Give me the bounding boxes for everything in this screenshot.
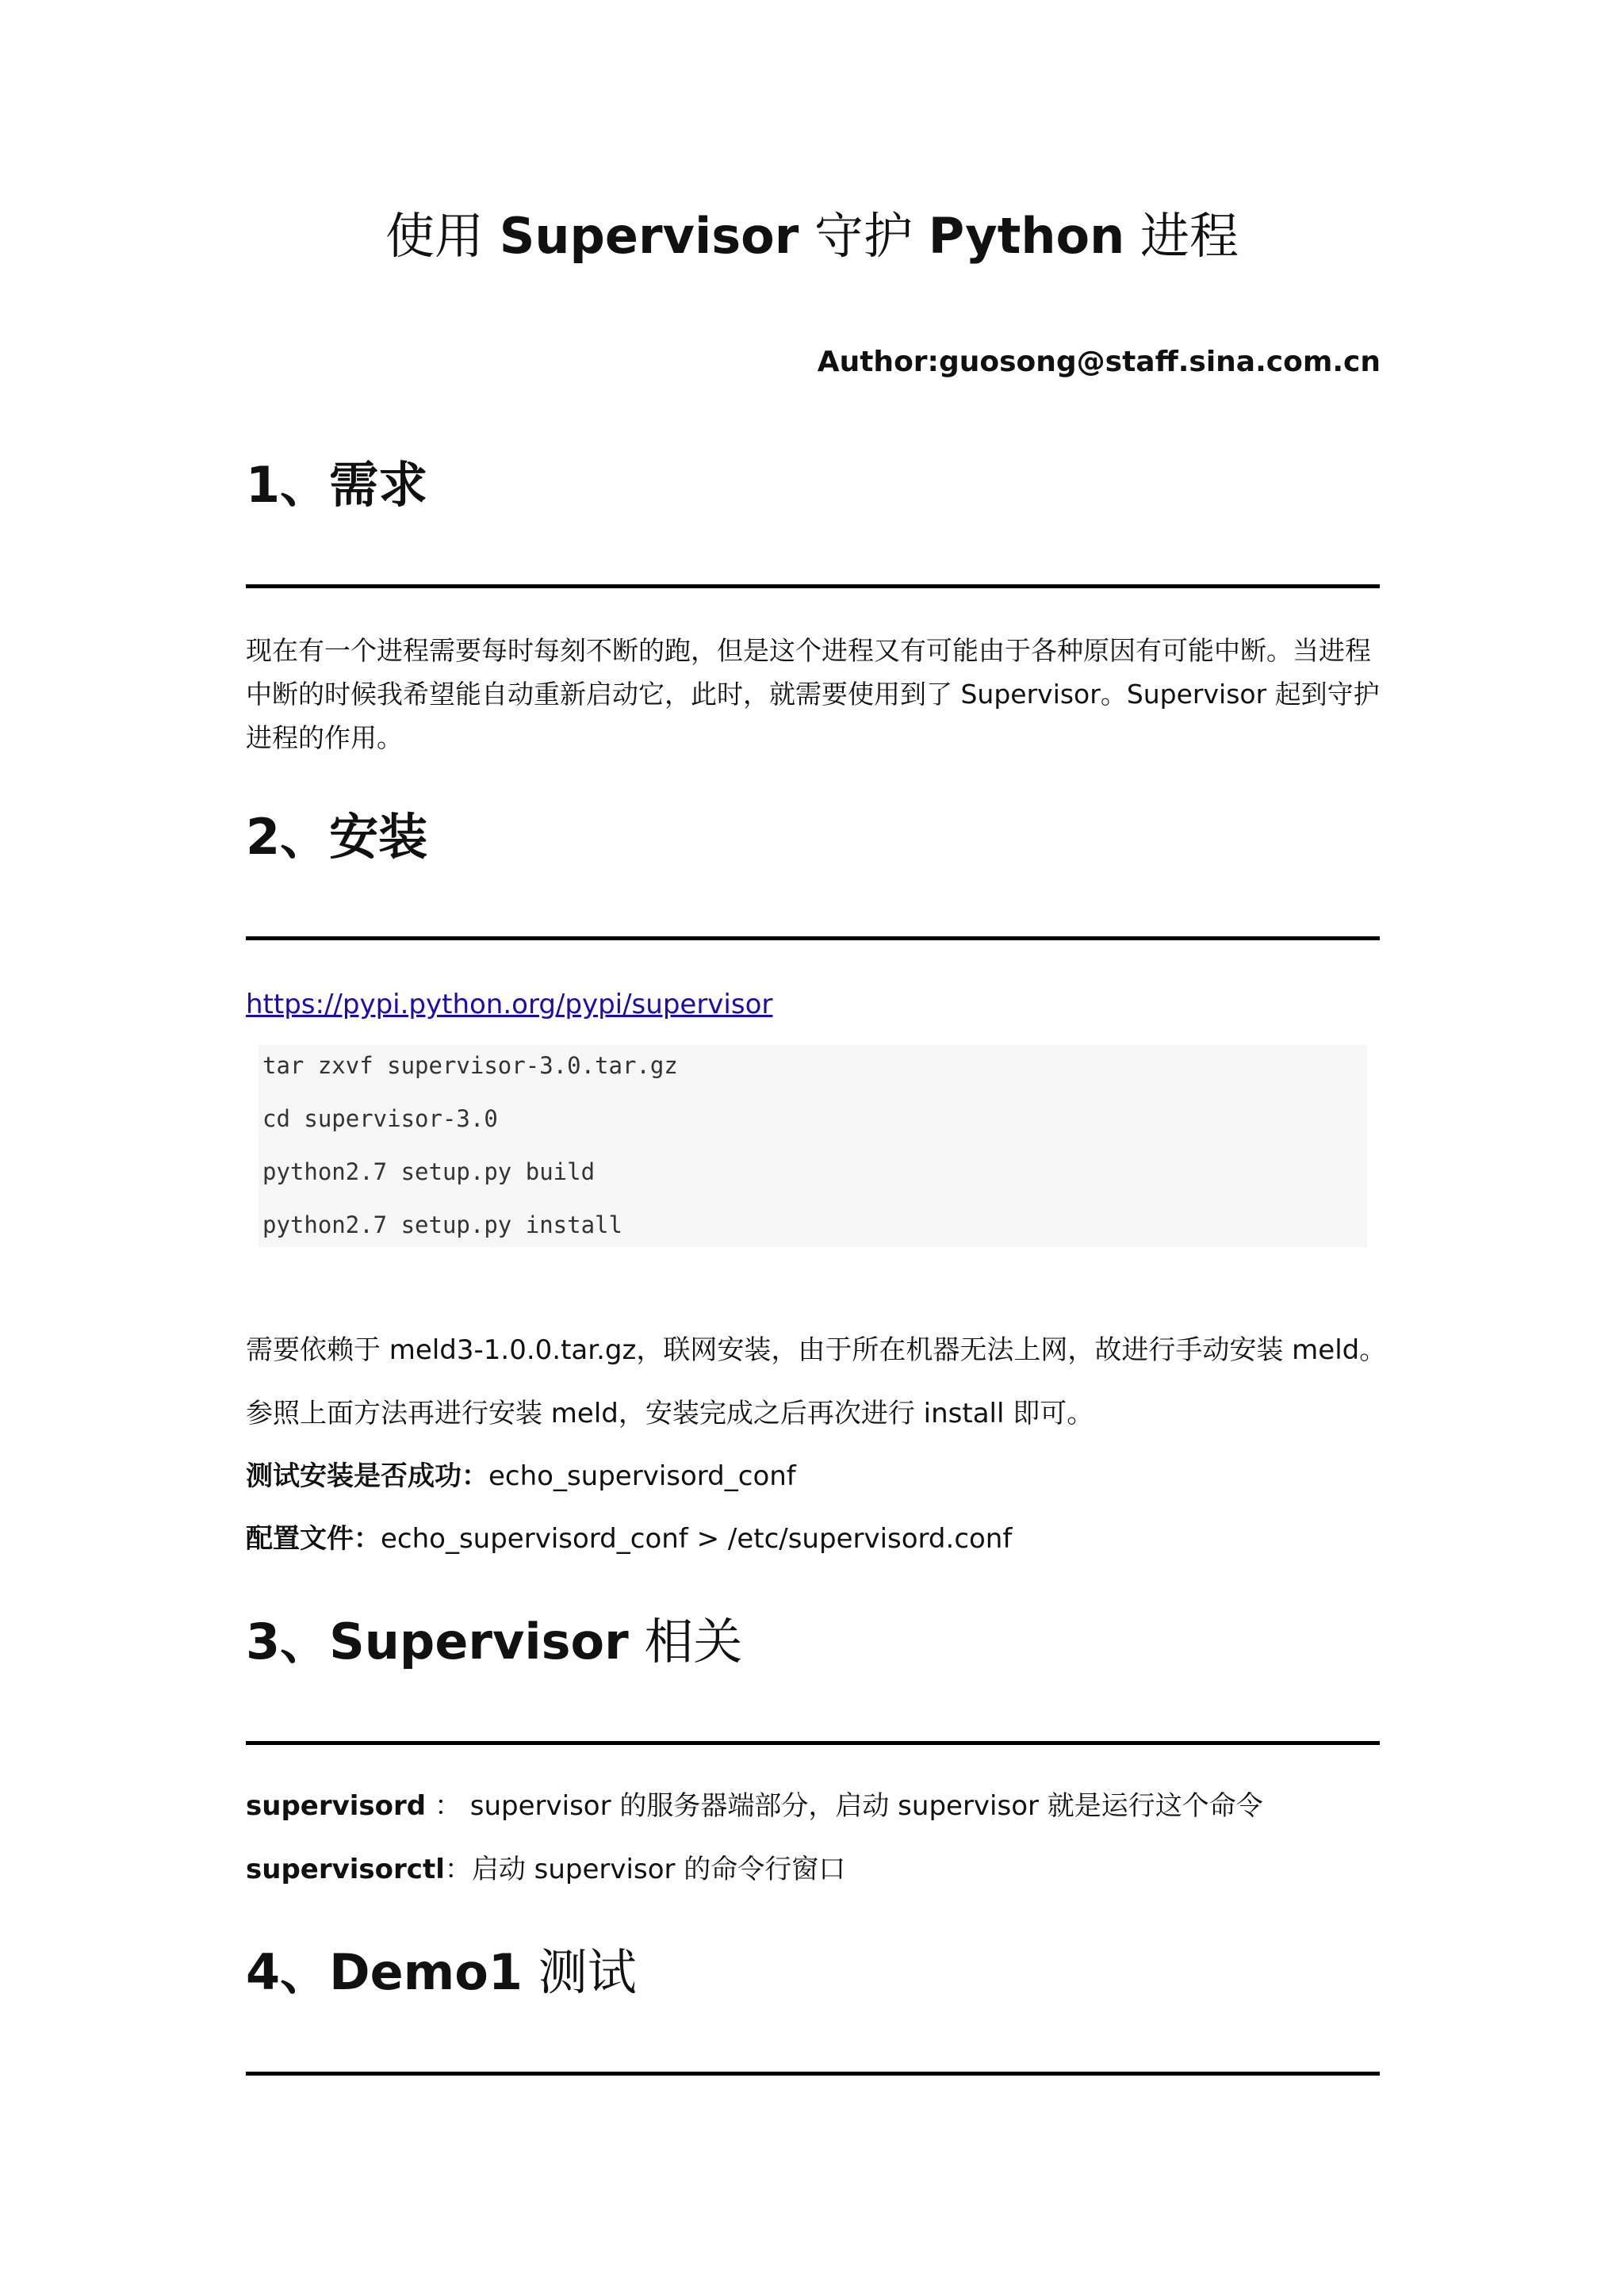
section-heading-demo: 4、Demo1 测试	[246, 1943, 637, 2001]
config-file-line: 配置文件：echo_supervisord_conf > /etc/supervisord.conf	[246, 1523, 1013, 1555]
code-line: tar zxvf supervisor-3.0.tar.gz	[262, 1052, 678, 1079]
code-line: python2.7 setup.py install	[262, 1211, 622, 1238]
section-heading-install: 2、安装	[246, 808, 428, 866]
code-line: python2.7 setup.py build	[262, 1158, 596, 1185]
section-heading-need: 1、需求	[246, 456, 428, 514]
supervisord-definition: supervisord ： supervisor 的服务器端部分，启动 supervisor 就是运行这个命令	[246, 1790, 1263, 1822]
author-line: Author:guosong@staff.sina.com.cn	[817, 346, 1381, 378]
document-title: 使用 Supervisor 守护 Python 进程	[385, 207, 1239, 265]
section-divider	[246, 584, 1380, 588]
code-line: cd supervisor-3.0	[262, 1105, 498, 1132]
dependency-note: 需要依赖于 meld3-1.0.0.tar.gz，联网安装，由于所在机器无法上网，故进行手动安装 meld。	[246, 1334, 1387, 1366]
test-install-line: 测试安装是否成功：echo_supervisord_conf	[246, 1460, 796, 1492]
section-heading-supervisor: 3、Supervisor 相关	[246, 1613, 743, 1670]
section-divider	[246, 1741, 1380, 1745]
meld-install-note: 参照上面方法再进行安装 meld，安装完成之后再次进行 install 即可。	[246, 1398, 1094, 1429]
section-divider	[246, 936, 1380, 940]
section-divider	[246, 2072, 1380, 2076]
supervisorctl-definition: supervisorctl：启动 supervisor 的命令行窗口	[246, 1854, 846, 1885]
pypi-link[interactable]: https://pypi.python.org/pypi/supervisor	[246, 989, 773, 1020]
need-paragraph: 现在有一个进程需要每时每刻不断的跑，但是这个进程又有可能由于各种原因有可能中断。当进程中断的时候我希望能自动重新启动它，此时，就需要使用到了 Supervisor。Supervisor 起到守护进程的作用。	[246, 635, 1380, 753]
